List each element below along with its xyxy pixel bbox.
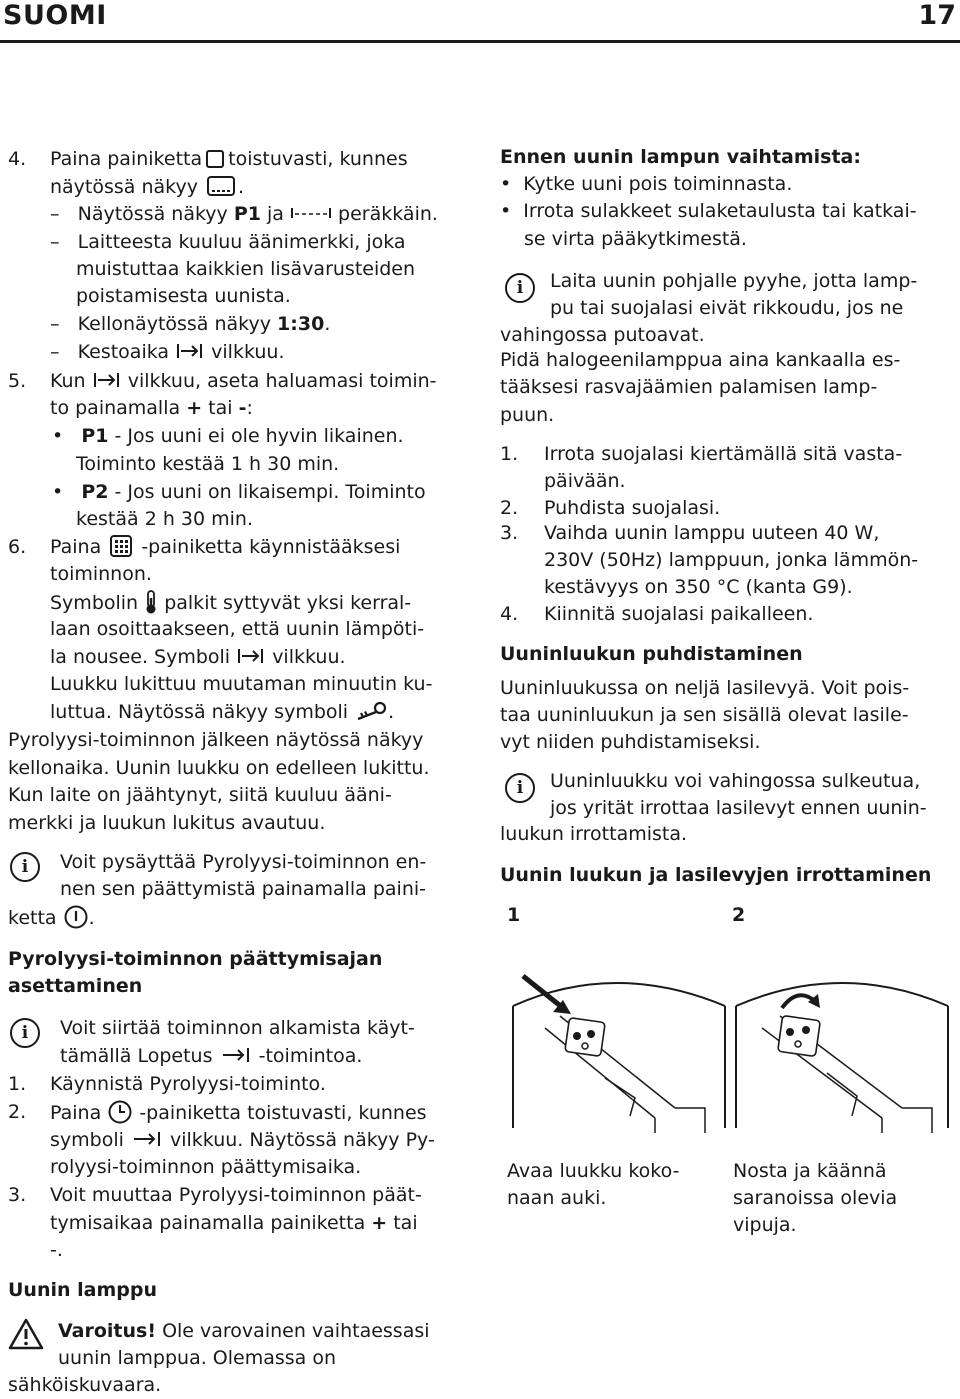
paragraph-line: puun. [500, 404, 555, 426]
paragraph-line: tääksesi rasvajäämien palamisen lamp- [500, 376, 878, 398]
info-text: jos yrität irrottaa lasilevyt ennen uunin- [550, 797, 927, 819]
step-text: symboli vilkkuu. Näytössä näkyy Py- [50, 1129, 435, 1151]
step-number: 1. [500, 443, 519, 465]
language-label: SUOMI [3, 0, 107, 31]
step-number: 3. [8, 1184, 27, 1206]
bullet-text: kestää 2 h 30 min. [76, 508, 253, 530]
step-text: Symbolin palkit syttyvät yksi kerral- [50, 589, 411, 617]
section-heading: Uunin lamppu [8, 1279, 157, 1301]
paragraph-line: vyt niiden puhdistamiseksi. [500, 731, 761, 753]
step-text: Luukku lukittuu muutaman minuutin ku- [50, 673, 433, 695]
paragraph-line: Kun laite on jäähtynyt, siitä kuuluu ääni- [8, 784, 392, 806]
info-text: Voit siirtää toiminnon alkamista käyt- [60, 1017, 415, 1039]
step-text: Paina painiketta toistuvasti, kunnes [50, 148, 408, 170]
info-icon: i [10, 1018, 40, 1048]
info-text: ketta . [8, 904, 95, 932]
paragraph-line: taa uuninluukun ja sen sisällä olevat lasile- [500, 704, 909, 726]
step-text: näytössä näkyy . [50, 176, 245, 198]
info-text: pu tai suojalasi eivät rikkoudu, jos ne [550, 297, 904, 319]
end-time-arrow-icon [130, 1130, 164, 1148]
info-text: nen sen päättymistä painamalla paini- [60, 878, 427, 900]
step-text: Puhdista suojalasi. [544, 497, 721, 519]
section-heading: asettaminen [8, 975, 143, 997]
info-icon: i [505, 273, 535, 303]
figure-caption: Avaa luukku koko- [507, 1160, 680, 1182]
section-heading: Uuninluukun puhdistaminen [500, 643, 803, 665]
step-text: Kiinnitä suojalasi paikalleen. [544, 603, 814, 625]
info-text: vahingossa putoavat. [500, 324, 705, 346]
step-text: kestävyys on 350 °C (kanta G9). [544, 576, 853, 598]
bullet-text: Toiminto kestää 1 h 30 min. [76, 453, 340, 475]
step-text: rolyysi-toiminnon päättymisaika. [50, 1156, 362, 1178]
info-text: luukun irrottamista. [500, 823, 688, 845]
paragraph-line: merkki ja luukun lukitus avautuu. [8, 812, 326, 834]
section-heading: Pyrolyysi-toiminnon päättymisajan [8, 948, 383, 970]
step-text: laan osoittaakseen, että uunin lämpöti- [50, 618, 425, 640]
duration-arrow-icon [236, 647, 266, 665]
bullet-item: • P2 - Jos uuni on likaisempi. Toiminto [52, 481, 426, 503]
step-number: 4. [500, 603, 519, 625]
bullet-item: • Irrota sulakkeet sulaketaulusta tai katkai- [500, 200, 917, 222]
step-number: 1. [8, 1073, 27, 1095]
display-dashes-icon [290, 206, 332, 220]
paragraph-line: Uuninluukussa on neljä lasilevyä. Voit pois- [500, 677, 910, 699]
figure-caption: Nosta ja käännä [733, 1160, 887, 1182]
figure-number: 1 [507, 904, 521, 926]
info-icon: i [505, 773, 535, 803]
section-heading: Uunin luukun ja lasilevyjen irrottaminen [500, 864, 932, 886]
figure-caption: vipuja. [733, 1214, 797, 1236]
figure-caption: naan auki. [507, 1187, 607, 1209]
dash-item: – Laitteesta kuuluu äänimerkki, joka [50, 231, 406, 253]
header-rule [0, 40, 960, 43]
step-number: 2. [500, 497, 519, 519]
dash-item: – Kestoaika vilkkuu. [50, 341, 285, 363]
warning-text: sähköiskuvaara. [8, 1374, 162, 1396]
bullet-item: • Kytke uuni pois toiminnasta. [500, 173, 793, 195]
info-icon: i [10, 852, 40, 882]
bullet-item: • P1 - Jos uuni ei ole hyvin likainen. [52, 425, 404, 447]
paragraph-line: Pyrolyysi-toiminnon jälkeen näytössä näkyy [8, 729, 424, 751]
info-text: Uuninluukku voi vahingossa sulkeutua, [550, 770, 921, 792]
step-text: Käynnistä Pyrolyysi-toiminto. [50, 1073, 326, 1095]
paragraph-line: kellonaika. Uunin luukku on edelleen lukittu. [8, 757, 430, 779]
warning-text: Varoitus! Ole varovainen vaihtaessasi [58, 1320, 430, 1342]
duration-arrow-icon [92, 371, 122, 389]
step-text: toiminnon. [50, 563, 152, 585]
step-number: 4. [8, 148, 27, 170]
step-text: Irrota suojalasi kiertämällä sitä vasta- [544, 443, 903, 465]
step-number: 2. [8, 1101, 27, 1123]
info-text: tämällä Lopetus -toimintoa. [60, 1045, 363, 1067]
step-text: tymisaikaa painamalla painiketta + tai [50, 1212, 418, 1234]
step-text: 230V (50Hz) lamppuun, jonka lämmön- [544, 549, 919, 571]
info-text: Laita uunin pohjalle pyyhe, jotta lamp- [550, 270, 918, 292]
page-header [0, 0, 960, 36]
warning-icon [8, 1318, 44, 1350]
dash-item: – Kellonäytössä näkyy 1:30. [50, 313, 331, 335]
figure-open-door [505, 968, 730, 1133]
step-text: luttua. Näytössä näkyy symboli . [50, 701, 395, 723]
step-text: Paina -painiketta käynnistääksesi [50, 536, 401, 558]
figure-hinge-levers [732, 968, 952, 1133]
step-text: päivään. [544, 470, 626, 492]
step-text: Kun vilkkuu, aseta haluamasi toimin- [50, 370, 437, 392]
figure-caption: saranoissa olevia [733, 1187, 898, 1209]
square-button-icon [206, 150, 224, 168]
display-dashes-icon [206, 175, 236, 197]
power-icon [63, 904, 89, 930]
end-time-arrow-icon [219, 1046, 253, 1064]
figure-number: 2 [732, 904, 746, 926]
step-number: 5. [8, 370, 27, 392]
paragraph-line: Pidä halogeenilamppua aina kankaalla es- [500, 349, 901, 371]
step-number: 6. [8, 536, 27, 558]
step-text: to painamalla + tai -: [50, 397, 253, 419]
bullet-text: se virta pääkytkimestä. [524, 228, 747, 250]
keypad-icon [109, 534, 133, 558]
page-number: 17 [918, 0, 956, 31]
section-heading: Ennen uunin lampun vaihtamista: [500, 146, 861, 168]
dash-item-text: muistuttaa kaikkien lisävarusteiden [76, 258, 416, 280]
info-text: Voit pysäyttää Pyrolyysi-toiminnon en- [60, 851, 427, 873]
step-text: la nousee. Symboli vilkkuu. [50, 646, 346, 668]
thermometer-icon [144, 589, 158, 615]
step-number: 3. [500, 522, 519, 544]
step-text: -. [50, 1239, 63, 1261]
step-text: Paina -painiketta toistuvasti, kunnes [50, 1099, 427, 1127]
dash-item-text: poistamisesta uunista. [76, 285, 291, 307]
duration-arrow-icon [175, 342, 205, 360]
step-text: Voit muuttaa Pyrolyysi-toiminnon päät- [50, 1184, 422, 1206]
dash-item: – Näytössä näkyy P1 ja peräkkäin. [50, 203, 438, 225]
clock-icon [107, 1099, 133, 1125]
step-text: Vaihda uunin lamppu uuteen 40 W, [544, 522, 880, 544]
key-lock-icon [354, 701, 388, 721]
warning-text: uunin lamppua. Olemassa on [58, 1347, 337, 1369]
